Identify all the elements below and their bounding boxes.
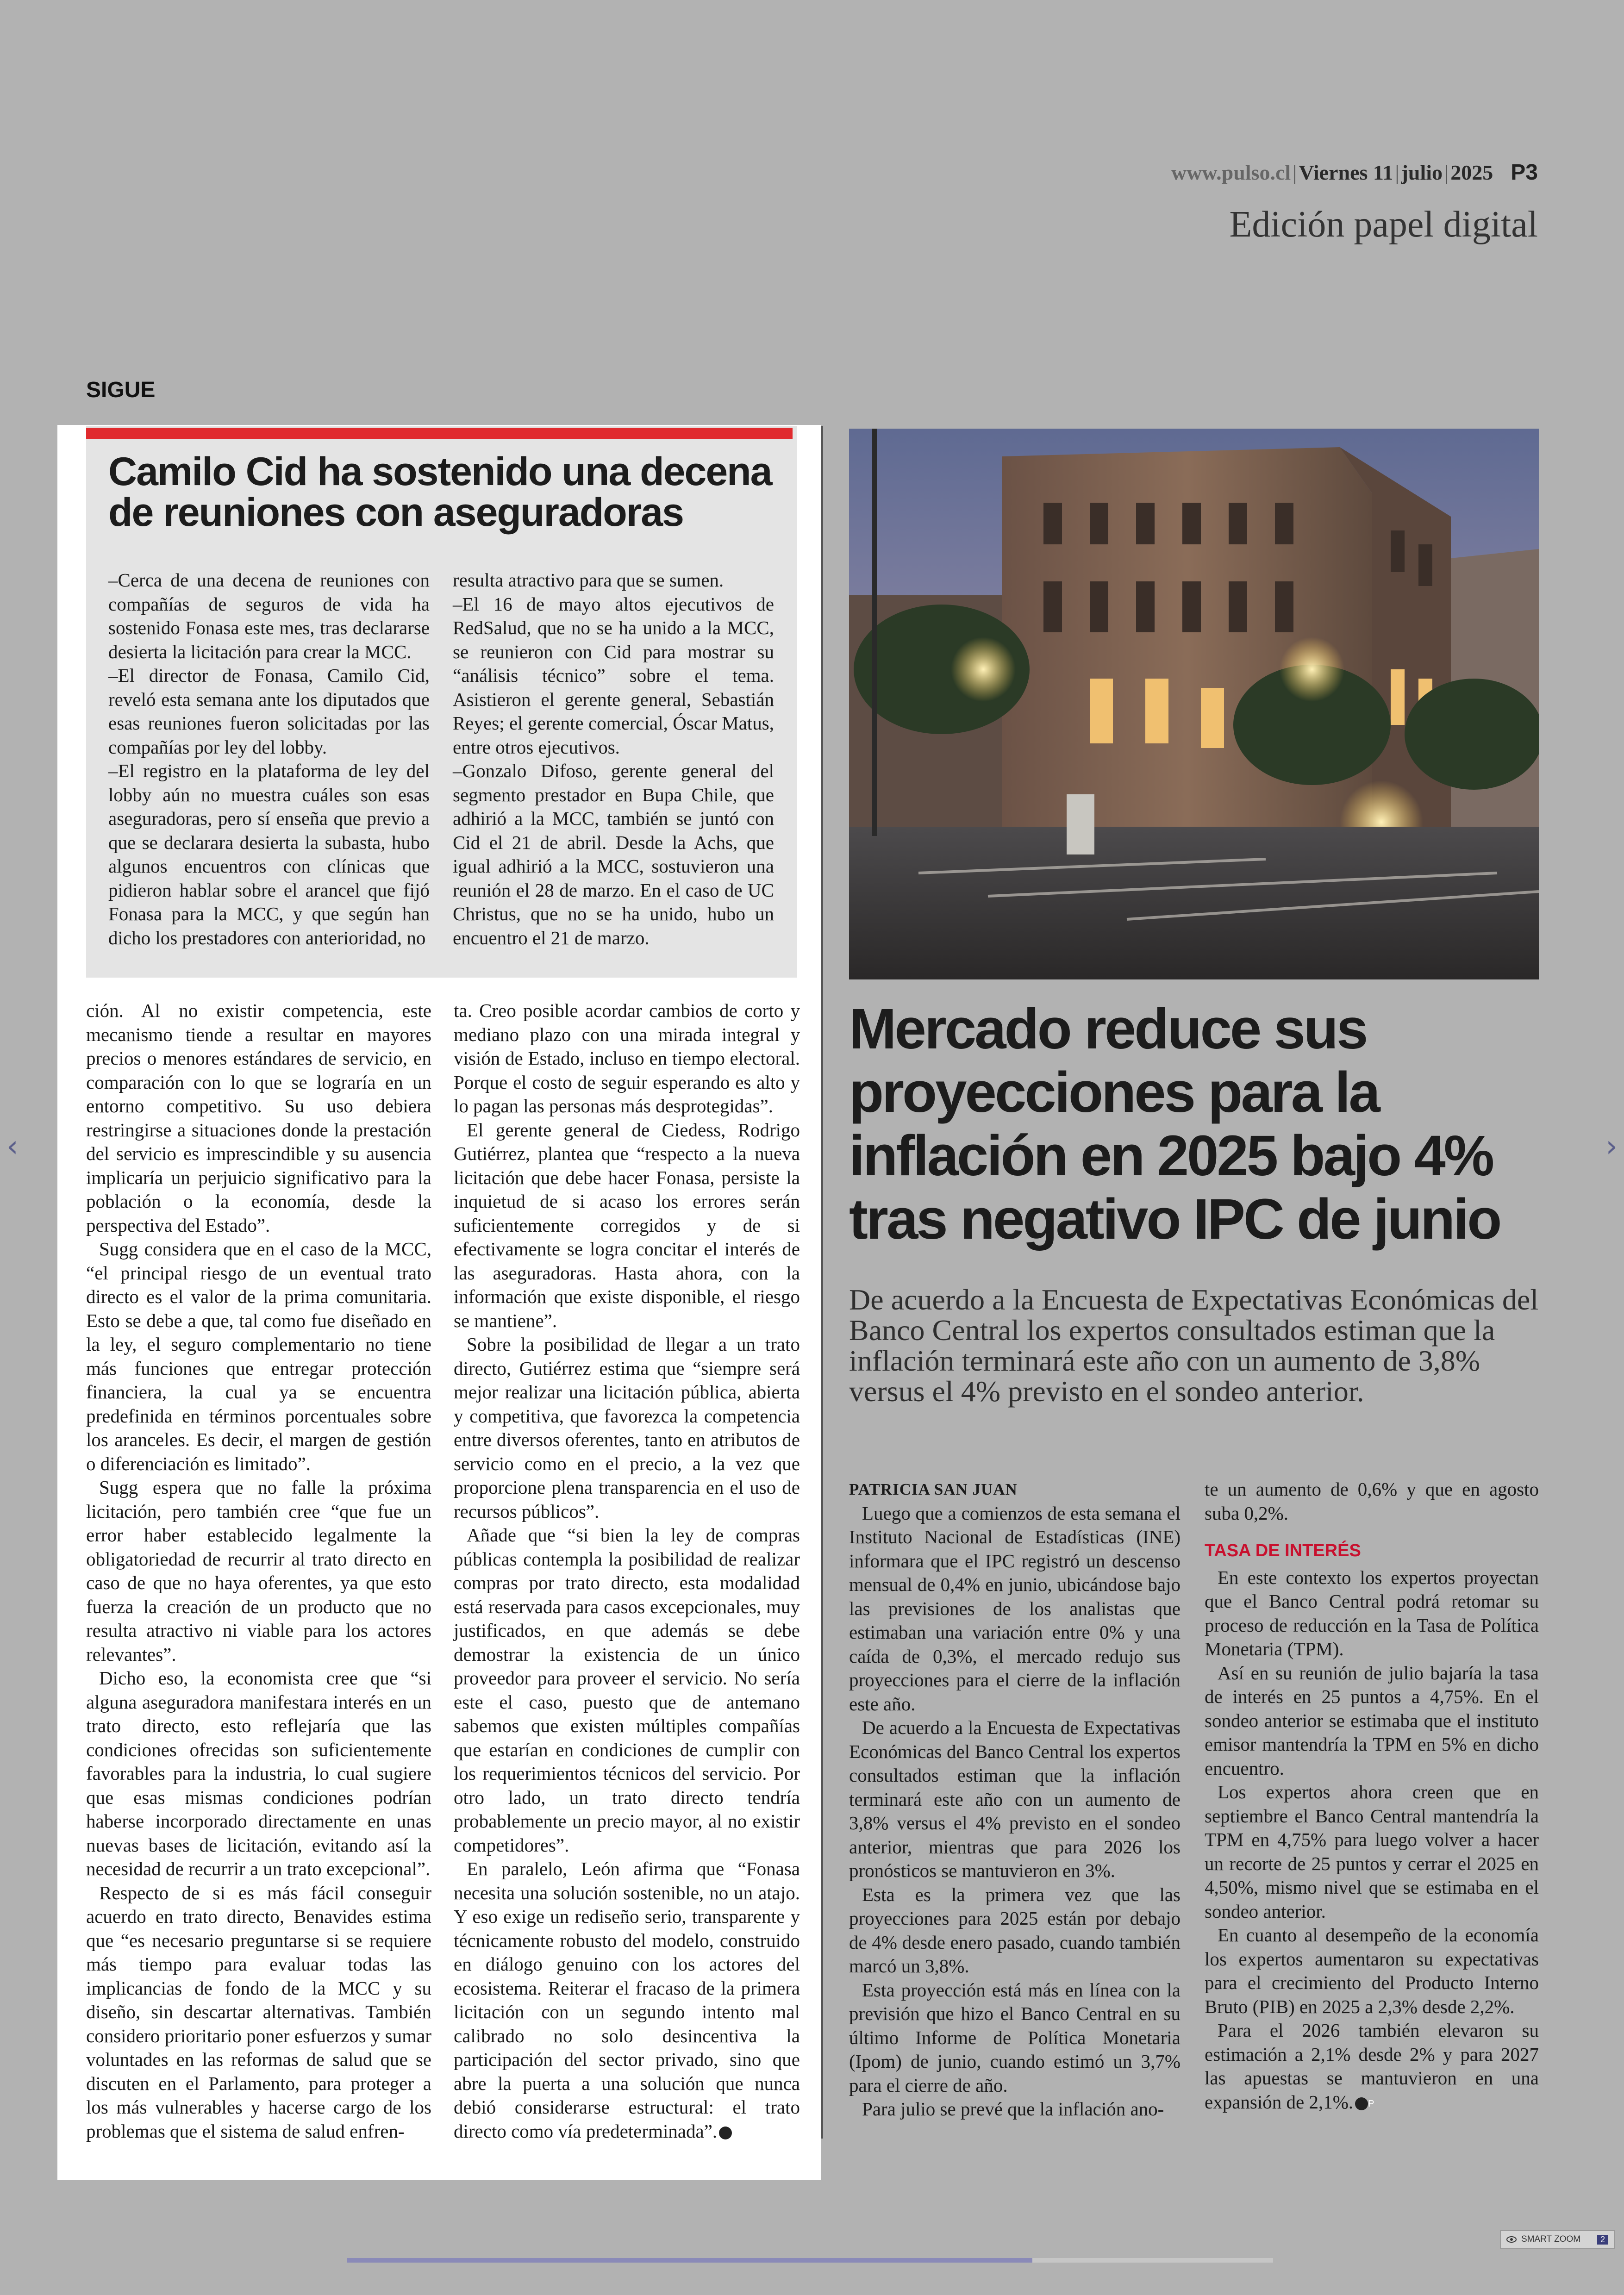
right-article-column-1	[849, 1478, 1181, 2121]
sidebar-paragraph: –El director de Fonasa, Camilo Cid, reveló esta semana ante los diputados que esas reuniones fueron solicitadas por las compañías por ley del lobby.	[108, 665, 430, 758]
article-paragraph: Luego que a comienzos de esta semana el Instituto Nacional de Estadísticas (INE) informara que el IPC registró un descenso mensual de 0,4% en junio, ubicándose bajo las previsiones de los analistas que estimaban una variación entre 0% y una caída de 0,3%, el mercado redujo sus proyecciones para el cierre de la inflación este año.	[849, 1502, 1181, 1715]
sidebar-paragraph: resulta atractivo para que se sumen.	[453, 569, 724, 591]
smart-zoom-label: SMART ZOOM	[1521, 2234, 1581, 2244]
chevron-left-icon[interactable]: ‹	[6, 1129, 19, 1164]
article-paragraph: Sugg espera que no falle la próxima licitación, pero también cree “que fue un error haber establecido legalmente la obligatoriedad de recurrir al trato directo en caso de que no haya oferentes, ya que esto fuerza la creación de un producto que no resulta atractivo ni viable para los actores relevantes”.	[86, 1477, 431, 1665]
article-paragraph: Así en su reunión de julio bajaría la tasa de interés en 25 puntos a 4,75%. En el sondeo anterior se estimaba que el instituto emisor mantendría la TPM en 5% en dicho encuentro.	[1205, 1662, 1539, 1779]
article-paragraph: Para julio se prevé que la inflación ano-	[862, 2098, 1164, 2120]
left-article-column-2	[454, 999, 800, 2143]
edition-label: Edición papel digital	[1229, 204, 1538, 245]
article-photo-building	[849, 429, 1539, 979]
article-paragraph: Añade que “si bien la ley de compras públicas contempla la posibilidad de realizar compras por trato directo, esta modalidad está reservada para casos excepcionales, muy justificados, en que además se debe demostrar la existencia de un único proveedor para proveer el servicio. No sería este el caso, puesto que de antemano sabemos que existen múltiples compañías que estarían en condiciones de cumplir con los requerimientos técnicos del servicio. Por otro lado, un trato directo tendría probablemente un precio mayor, al no existir competidores”.	[454, 1524, 800, 1856]
article-paragraph: ción. Al no existir competencia, este mecanismo tiende a resultar en mayores precios o menores estándares de servicio, en comparación con lo que se lograría en un entorno competitivo. Su uso debiera restringirse a situaciones donde la prestación del servicio es imprescindible y su ausencia implicaría un perjuicio significativo para la población o la economía, desde la perspectiva del Estado”.	[86, 1000, 431, 1236]
byline: PATRICIA SAN JUAN	[849, 1480, 1018, 1498]
masthead: www.pulso.cl|Viernes 11|julio|2025 P3	[1171, 160, 1538, 185]
sidebar-paragraph: –El 16 de mayo altos ejecutivos de RedSalud, que no se ha unido a la MCC, se reunieron con Cid para mostrar su “análisis técnico” sobre el tema. Asistieron el gerente general, Sebastián Reyes; el gerente comercial, Óscar Matus, entre otros ejecutivos.	[453, 593, 774, 758]
eye-icon	[1506, 2236, 1517, 2243]
article-paragraph: Esta proyección está más en línea con la previsión que hizo el Banco Central en su último Informe de Política Monetaria (Ipom) de junio, cuando estimó un 3,7% para el cierre de año.	[849, 1979, 1181, 2096]
article-paragraph: ta. Creo posible acordar cambios de corto y mediano plazo con una mirada integral y visión de Estado, incluso en tiempo electoral. Porque el costo de seguir esperando es alto y lo pagan las personas más desprotegidas”.	[454, 1000, 800, 1116]
subheading: TASA DE INTERÉS	[1205, 1541, 1361, 1560]
article-paragraph: te un aumento de 0,6% y que en agosto suba 0,2%.	[1205, 1478, 1539, 1524]
sidebar-column-2	[453, 568, 774, 950]
issue-year: 2025	[1450, 161, 1493, 184]
sidebar-accent-bar	[86, 428, 793, 439]
left-article-column-1	[86, 999, 431, 2143]
page-progress-fill	[347, 2258, 1032, 2263]
right-article-lede: De acuerdo a la Encuesta de Expectativas Económicas del Banco Central los expertos consultados estiman que la inflación terminará este año con un aumento de 3,8% versus el 4% previsto en el sondeo anterior.	[849, 1283, 1539, 1408]
article-paragraph: Sugg considera que en el caso de la MCC, “el principal riesgo de un eventual trato directo es el valor de la prima comunitaria. Esto se debe a que, tal como fue diseñado en la ley, el seguro complementario no tiene más funciones que entregar protección financiera, la cual ya se encuentra predefinida en términos porcentuales sobre los aranceles. Es decir, el margen de gestión o diferenciación es limitado”.	[86, 1238, 431, 1474]
sidebar-paragraph: –Cerca de una decena de reuniones con compañías de seguros de vida ha sostenido Fonasa este mes, tras declararse desierta la licitación para crear la MCC.	[108, 569, 430, 662]
chevron-right-icon[interactable]: ›	[1605, 1129, 1618, 1164]
article-paragraph: De acuerdo a la Encuesta de Expectativas Económicas del Banco Central los expertos consultados estiman que la inflación terminará este año con un aumento de 3,8% versus el 4% previsto en el sondeo anterior, mientras que para 2026 los pronósticos se mantuvieron en 3%.	[849, 1717, 1181, 1881]
site-url[interactable]: www.pulso.cl	[1171, 161, 1291, 184]
end-mark-icon: P	[719, 2127, 732, 2139]
article-paragraph: En este contexto los expertos proyectan que el Banco Central podrá retomar su proceso de reducción en la Tasa de Política Monetaria (TPM).	[1205, 1566, 1539, 1659]
article-paragraph: Esta es la primera vez que las proyecciones para 2025 están por debajo de 4% desde enero pasado, cuando también marcó un 3,8%.	[849, 1883, 1181, 1977]
section-label: SIGUE	[86, 378, 156, 402]
article-paragraph: Los expertos ahora creen que en septiembre el Banco Central mantendría la TPM en 4,75% para luego volver a hacer un recorte de 25 puntos y cerrar el 2025 en 4,50%, mismo nivel que se estimaba en el sondeo anterior.	[1205, 1781, 1539, 1922]
sidebar-column-1	[108, 568, 430, 950]
article-paragraph: El gerente general de Ciedess, Rodrigo Gutiérrez, plantea que “respecto a la nueva licitación que debe hacer Fonasa, persiste la inquietud de si acaso los errores serán suficientemente corregidos y de si efectivamente se logra concitar el interés de las aseguradoras. Hasta ahora, con la información que existe disponible, el riesgo se mantiene”.	[454, 1119, 800, 1331]
column-divider	[821, 426, 823, 2139]
right-article-headline: Mercado reduce sus proyecciones para la inflación en 2025 bajo 4% tras negativo IPC de junio	[849, 998, 1500, 1251]
right-article-column-2	[1205, 1478, 1539, 2114]
article-paragraph: En paralelo, León afirma que “Fonasa necesita una solución sostenible, no un atajo. Y eso exige un rediseño serio, transparente y técnicamente robusto del modelo, construido en diálogo genuino con los actores del ecosistema. Reiterar el fracaso de la primera licitación con un segundo intento mal calibrado no solo desincentiva la participación del sector privado, sino que abre la puerta a una solución que nunca debió considerarse estructural: el trato directo como vía predeterminada”. P	[454, 1858, 800, 2142]
end-mark-icon: P	[1355, 2097, 1368, 2110]
sidebar-paragraph: –Gonzalo Difoso, gerente general del segmento prestador en Bupa Chile, que adhirió a la MCC, también se juntó con Cid el 21 de abril. Desde la Achs, que igual adhirió a la MCC, sostuvieron una reunión el 28 de marzo. En el caso de UC Christus, que no se ha unido, hubo un encuentro el 21 de marzo.	[453, 760, 774, 948]
article-paragraph: En cuanto al desempeño de la economía los expertos aumentaron su expectativas para el crecimiento del Producto Interno Bruto (PIB) en 2025 a 2,3% desde 2,2%.	[1205, 1924, 1539, 2017]
smart-zoom-button[interactable]	[1500, 2230, 1615, 2249]
article-paragraph: Dicho eso, la economista cree que “si alguna aseguradora manifestara interés en un trato directo, esto reflejaría que las condiciones ofrecidas son suficientemente favorables para la industria, lo cual sugiere que esas mismas condiciones podrían haberse incorporado directamente en unas nuevas bases de licitación, evitando así la necesidad de recurrir a un trato excepcional”.	[86, 1667, 431, 1879]
article-paragraph: Respecto de si es más fácil conseguir acuerdo en trato directo, Benavides estima que “es necesario preguntarse si se requiere más tiempo para evaluar todas las implicancias de fondo de la MCC y su diseño, sin descartar alternativas. También considero prioritario poner esfuerzos y sumar voluntades en las reformas de salud que se discuten en el Parlamento, para proteger a los más vulnerables y hacerse cargo de los problemas que el sistema de salud enfren-	[86, 1882, 431, 2142]
page-progress-bar[interactable]	[347, 2258, 1273, 2263]
page-number: P3	[1511, 160, 1538, 185]
issue-day: Viernes 11	[1299, 161, 1393, 184]
article-paragraph: Sobre la posibilidad de llegar a un trato directo, Gutiérrez estima que “siempre será mejor realizar una licitación pública, abierta y competitiva, que favorezca la competencia entre diversos oferentes, tanto en atributos de servicio como en el precio, a la vez que proporcione plena transparencia en el uso de recursos públicos”.	[454, 1334, 800, 1522]
sidebar-title: Camilo Cid ha sostenido una decena de reuniones con aseguradoras	[108, 449, 772, 535]
issue-month: julio	[1401, 161, 1443, 184]
smart-zoom-badge: 2	[1597, 2235, 1608, 2245]
article-paragraph: Para el 2026 también elevaron su estimación a 2,1% desde 2% y para 2027 las apuestas se mantuvieron en una expansión de 2,1%. P	[1205, 2020, 1539, 2113]
sidebar-paragraph: –El registro en la plataforma de ley del lobby aún no muestra cuáles son esas aseguradoras, pero sí enseña que previo a que se declarara desierta la subasta, hubo algunos encuentros con clínicas que pidieron hablar sobre el arancel que fijó Fonasa para la MCC, y que según han dicho los prestadores con anterioridad, no	[108, 760, 430, 948]
